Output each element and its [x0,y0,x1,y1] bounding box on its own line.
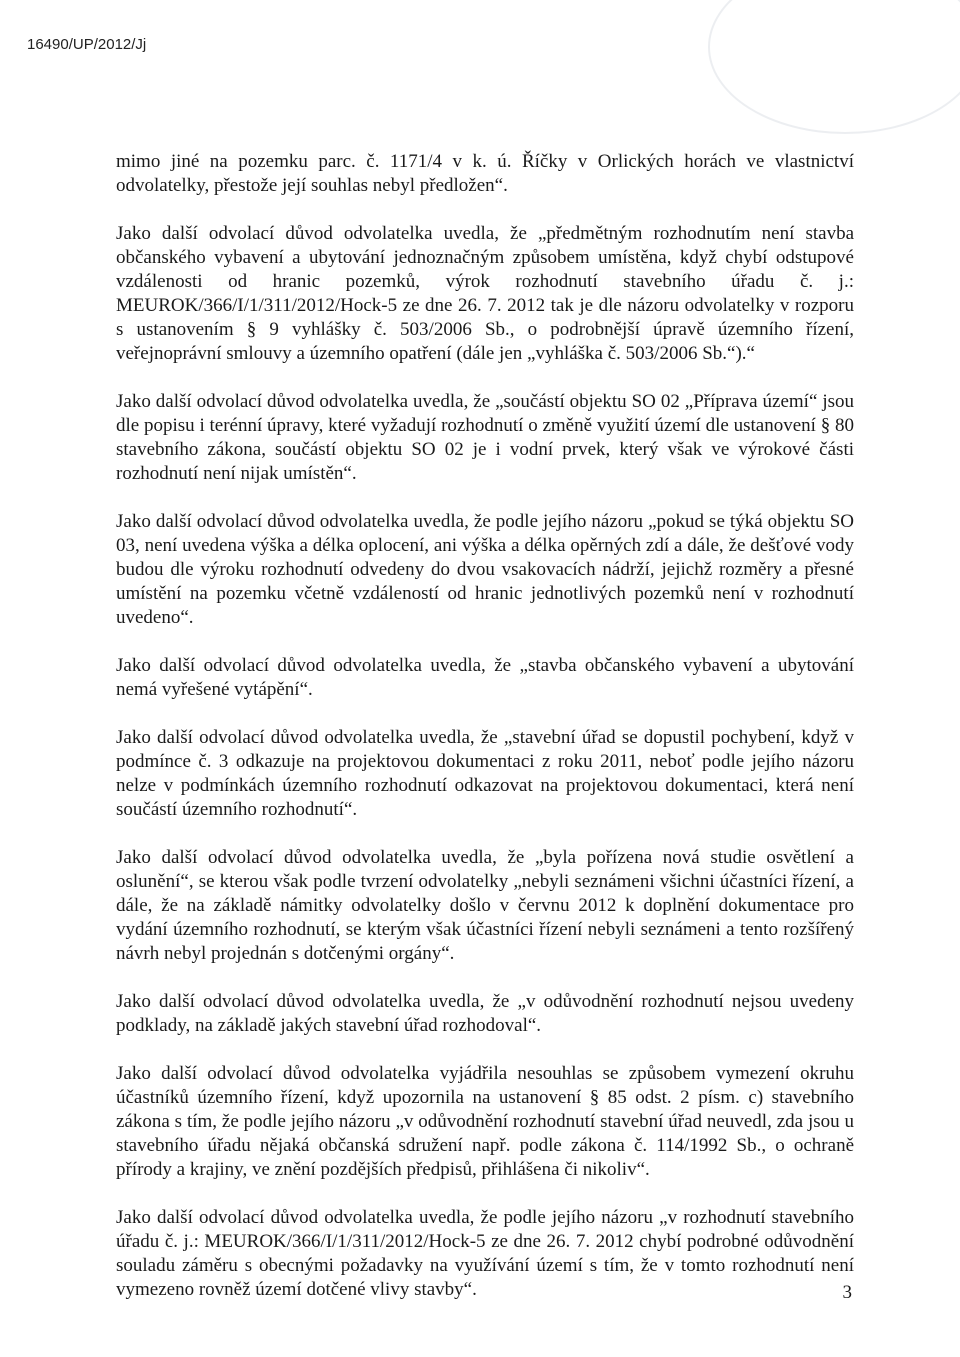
page-number: 3 [842,1282,852,1303]
paragraph: Jako další odvolací důvod odvolatelka uvedla, že podle jejího názoru „v rozhodnutí stavebního úřadu č. j.: MEUROK/366/I/1/311/2012/Hock-5 ze dne 26. 7. 2012 chybí podrobné odůvodnění souladu záměru s obecnými požadavky na využívání území s tím, že v tomto rozhodnutí není vymezeno rovněž území dotčené vlivy stavby“. [116,1207,854,1300]
paragraph: Jako další odvolací důvod odvolatelka uvedla, že podle jejího názoru „pokud se týká objektu SO 03, není uvedena výška a délka oplocení, ani výška a délka opěrných zdí a dále, že dešťové vody budou dle výroku rozhodnutí odvedeny do dvou vsakovacích nádrží, jejichž rozměry a přesné umístění na pozemku včetně vzdáleností od hranic jednotlivých pozemků není v rozhodnutí uvedeno“. [116,511,854,628]
paragraph: Jako další odvolací důvod odvolatelka vyjádřila nesouhlas se způsobem vymezení okruhu účastníků územního řízení, když upozornila na ustanovení § 85 odst. 2 písm. c) stavebního zákona s tím, že podle jejího názoru „v odůvodnění rozhodnutí stavební úřad neuvedl, zda jsou u stavebního úřadu nějaká občanská sdružení např. podle zákona č. 114/1992 Sb., o ochraně přírody a krajiny, ve znění pozdějších předpisů, přihlášena či nikoliv“. [116,1063,854,1180]
paragraph: Jako další odvolací důvod odvolatelka uvedla, že „stavební úřad se dopustil pochybení, když v podmínce č. 3 odkazuje na projektovou dokumentaci z roku 2011, neboť podle jejího názoru nelze v podmínkách územního rozhodnutí odkazovat na projektovou dokumentaci, která není součástí územního rozhodnutí“. [116,727,854,820]
paragraph: Jako další odvolací důvod odvolatelka uvedla, že „stavba občanského vybavení a ubytování nemá vyřešené vytápění“. [116,655,854,700]
paragraph: Jako další odvolací důvod odvolatelka uvedla, že „v odůvodnění rozhodnutí nejsou uvedeny podklady, na základě jakých stavební úřad rozhodoval“. [116,991,854,1036]
paragraph: Jako další odvolací důvod odvolatelka uvedla, že „předmětným rozhodnutím není stavba občanského vybavení a ubytování jednoznačným způsobem umístěna, když chybí odstupové vzdálenosti od hranic pozemků, výrok rozhodnutí stavebního úřadu č. j.: MEUROK/366/I/1/311/2012/Hock-5 ze dne 26. 7. 2012 tak je dle názoru odvolatelky v rozporu s ustanovením § 9 vyhlášky č. 503/2006 Sb., o podrobnější úpravě územního řízení, veřejnoprávní smlouvy a územního opatření (dále jen „vyhláška č. 503/2006 Sb.“).“ [116,223,854,364]
document-body [116,150,854,1302]
paragraph: Jako další odvolací důvod odvolatelka uvedla, že „součástí objektu SO 02 „Příprava území“ jsou dle popisu i terénní úpravy, které vyžadují rozhodnutí o změně využití území dle ustanovení § 80 stavebního zákona, součástí objektu SO 02 je i vodní prvek, který však ve výrokové části rozhodnutí není nijak umístěn“. [116,391,854,484]
paragraph: mimo jiné na pozemku parc. č. 1171/4 v k. ú. Říčky v Orlických horách ve vlastnictví odvolatelky, přestože její souhlas nebyl předložen“. [116,151,854,196]
document-reference: 16490/UP/2012/Jj [27,36,147,53]
official-stamp-watermark [708,0,960,134]
paragraph: Jako další odvolací důvod odvolatelka uvedla, že „byla pořízena nová studie osvětlení a oslunění“, se kterou však podle tvrzení odvolatelky „nebyli seznámeni všichni účastníci řízení, a dále, že na základě námitky odvolatelky došlo v červnu 2012 k doplnění dokumentace pro vydání územního rozhodnutí, se kterým však účastníci řízení nebyli seznámeni a tento rozšířený návrh nebyl projednán s dotčenými orgány“. [116,847,854,964]
